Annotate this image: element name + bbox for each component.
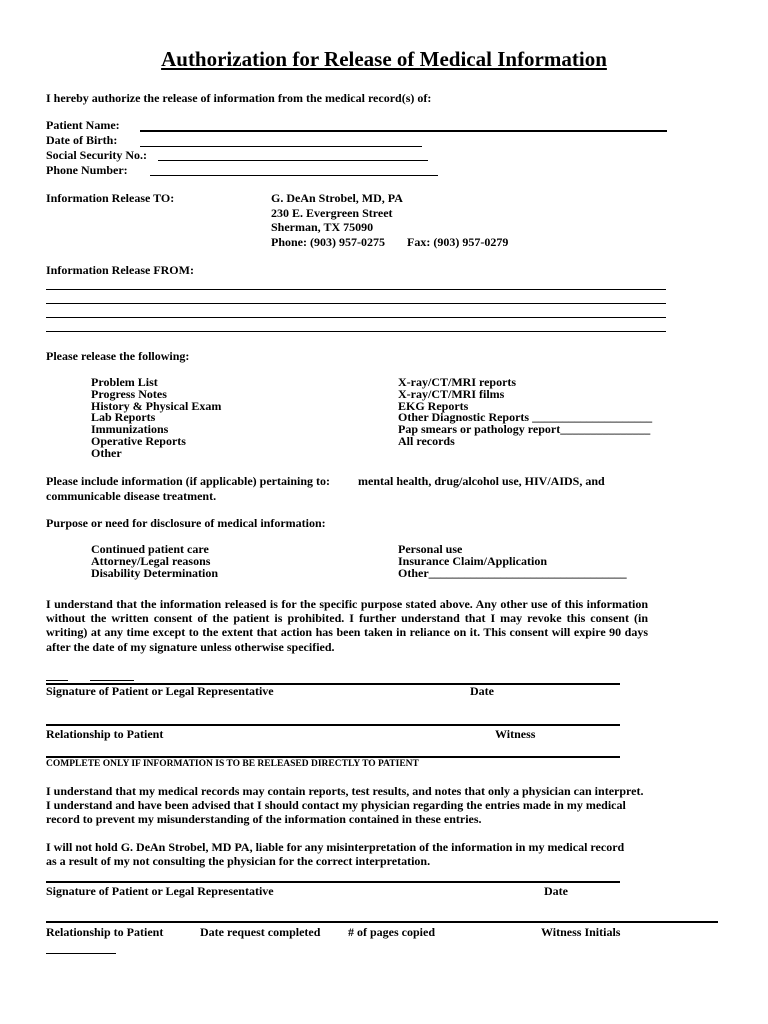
release-to-street: 230 E. Evergreen Street [271, 206, 393, 220]
purpose-option[interactable]: Attorney/Legal reasons [91, 553, 211, 568]
purpose-option[interactable]: Insurance Claim/Application [398, 553, 548, 568]
patient-name-label: Patient Name: [46, 118, 120, 132]
record-option[interactable]: Problem List [91, 375, 158, 389]
ssn-field[interactable] [158, 160, 428, 161]
date-completed-label: Date request completed [200, 925, 321, 939]
purpose-option[interactable]: Continued patient care [91, 542, 209, 556]
record-option[interactable]: Immunizations [91, 422, 169, 437]
understand-paragraph: I understand that my medical records may contain reports, test results, and notes that only a physician can interpret. I understand and have been advised that I should contact my physician regarding the entries made in my medical record to prevent my misunderstanding of the information contained in these entries. [46, 784, 644, 827]
record-option[interactable]: Progress Notes [91, 386, 167, 401]
dob-label: Date of Birth: [46, 133, 118, 147]
record-option[interactable]: History & Physical Exam [91, 398, 222, 413]
relationship-line-2[interactable] [46, 921, 718, 923]
relationship-line[interactable] [46, 724, 620, 726]
witness-initials-label: Witness Initials [541, 925, 621, 939]
include-topics-cont: communicable disease treatment. [46, 489, 217, 503]
include-topics: mental health, drug/alcohol use, HIV/AIDS, and [358, 474, 605, 488]
record-option[interactable]: Pap smears or pathology report_______________ [398, 422, 651, 437]
signature-stub-1 [46, 680, 68, 681]
witness-line[interactable] [46, 756, 620, 758]
release-to-phone: Phone: (903) 957-0275 [271, 235, 385, 249]
patient-name-field[interactable] [140, 130, 667, 132]
purpose-option[interactable]: Other_________________________________ [398, 565, 627, 580]
relationship-label-2: Relationship to Patient [46, 925, 164, 939]
release-from-line-2[interactable] [46, 303, 666, 304]
record-option[interactable]: Other Diagnostic Reports ____________________ [398, 410, 653, 425]
relationship-label: Relationship to Patient [46, 727, 164, 741]
release-from-line-4[interactable] [46, 331, 666, 332]
intro-text: I hereby authorize the release of information from the medical record(s) of: [46, 91, 432, 105]
record-option[interactable]: All records [398, 433, 455, 448]
release-to-city: Sherman, TX 75090 [271, 220, 374, 234]
purpose-label: Purpose or need for disclosure of medical information: [46, 516, 326, 530]
include-label: Please include information (if applicable) pertaining to: [46, 474, 330, 488]
release-following-label: Please release the following: [46, 349, 190, 363]
phone-field[interactable] [150, 175, 438, 176]
phone-label: Phone Number: [46, 163, 128, 177]
release-from-label: Information Release FROM: [46, 263, 194, 277]
record-option[interactable]: Other [91, 445, 122, 460]
trailing-line[interactable] [46, 953, 116, 954]
release-to-label: Information Release TO: [46, 191, 175, 205]
date-label-2: Date [544, 884, 568, 898]
record-option[interactable]: Lab Reports [91, 410, 156, 425]
signature-label: Signature of Patient or Legal Representative [46, 684, 274, 698]
release-to-fax: Fax: (903) 957-0279 [407, 235, 509, 249]
signature-stub-2 [90, 680, 134, 681]
record-option[interactable]: Operative Reports [91, 433, 186, 448]
release-from-line-1[interactable] [46, 289, 666, 290]
purpose-list-right [398, 544, 627, 579]
pages-copied-label: # of pages copied [348, 925, 435, 939]
purpose-option[interactable]: Disability Determination [91, 565, 218, 580]
dob-field[interactable] [140, 146, 422, 147]
form-title: Authorization for Release of Medical Information [161, 47, 607, 71]
witness-label: Witness [495, 727, 536, 741]
records-list-right [398, 377, 652, 448]
purpose-list-left [91, 544, 218, 579]
release-from-line-3[interactable] [46, 317, 666, 318]
record-option[interactable]: X-ray/CT/MRI reports [398, 375, 517, 389]
purpose-option[interactable]: Personal use [398, 542, 463, 556]
signature-label-2: Signature of Patient or Legal Representative [46, 884, 274, 898]
release-to-name: G. DeAn Strobel, MD, PA [271, 191, 403, 205]
record-option[interactable]: EKG Reports [398, 398, 469, 413]
liability-paragraph: I will not hold G. DeAn Strobel, MD PA, liable for any misinterpretation of the information in my medical record as a result of my not consulting the physician for the correct interpretation. [46, 840, 625, 869]
ssn-label: Social Security No.: [46, 148, 147, 162]
direct-release-note: COMPLETE ONLY IF INFORMATION IS TO BE RELEASED DIRECTLY TO PATIENT [46, 759, 419, 769]
record-option[interactable]: X-ray/CT/MRI films [398, 386, 505, 401]
consent-paragraph: I understand that the information released is for the specific purpose stated above. Any other use of this information without the written consent of the patient is prohibited. I further understand that I may revoke this consent (in writing) at any time except to the extent that action has been taken in reliance on it. This consent will expire 90 days after the date of my signature unless otherwise specified. [46, 597, 648, 654]
signature-line-2[interactable] [46, 881, 620, 883]
records-list-left [91, 377, 221, 460]
date-label: Date [470, 684, 494, 698]
